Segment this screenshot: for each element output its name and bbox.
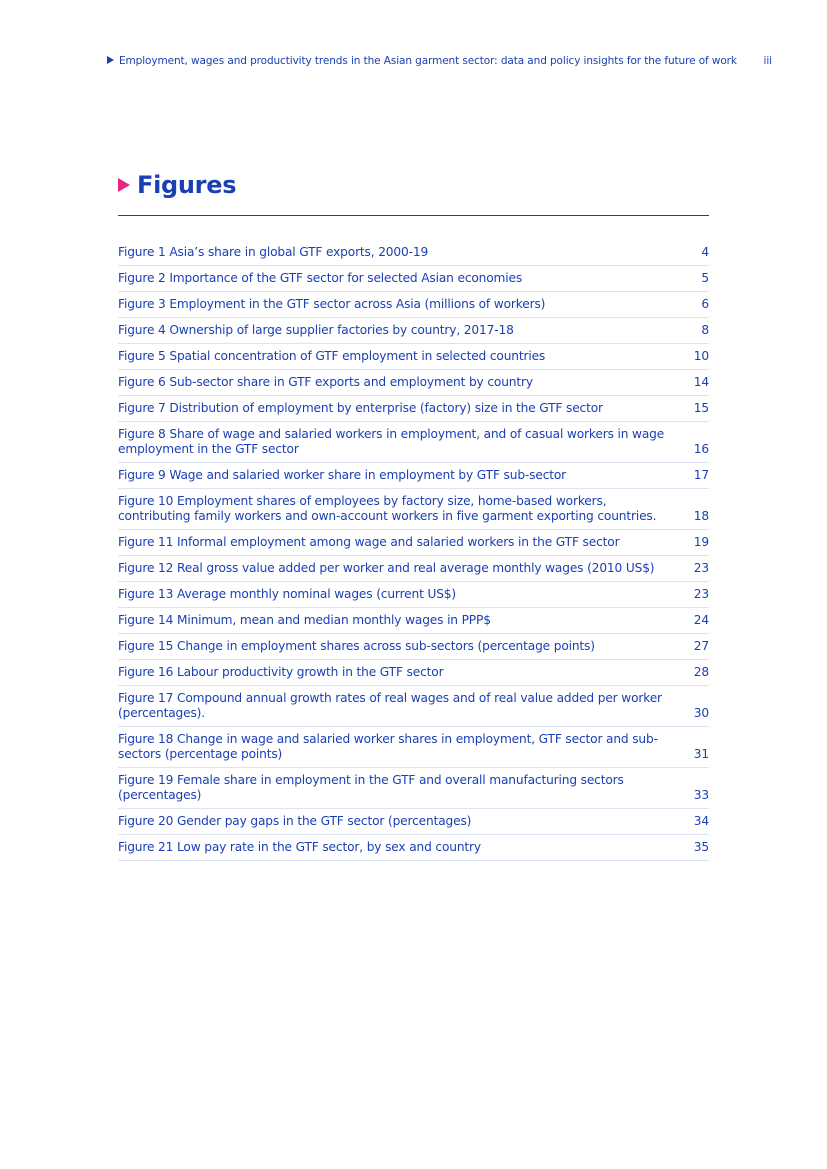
toc-entry[interactable]: [118, 530, 709, 556]
heading-divider: [118, 215, 709, 216]
toc-entry-label[interactable]: Figure 3 Employment in the GTF sector across Asia (millions of workers): [118, 297, 546, 311]
toc-entry-page[interactable]: 8: [701, 323, 709, 337]
toc-entry-label[interactable]: Figure 15 Change in employment shares across sub-sectors (percentage points): [118, 639, 595, 653]
toc-entry-label[interactable]: Figure 9 Wage and salaried worker share in employment by GTF sub-sector: [118, 468, 567, 482]
toc-entry-page[interactable]: 19: [693, 535, 709, 549]
page-number: iii: [763, 55, 772, 67]
toc-entry-page[interactable]: 28: [693, 665, 709, 679]
toc-entry-label[interactable]: Figure 21 Low pay rate in the GTF sector, by sex and country: [118, 840, 481, 854]
toc-entry[interactable]: [118, 768, 709, 809]
toc-entry-page[interactable]: 34: [693, 814, 709, 828]
toc-entry[interactable]: [118, 634, 709, 660]
running-title: Employment, wages and productivity trends in the Asian garment sector: data and policy insights for the future of work: [119, 55, 737, 67]
toc-entry-page[interactable]: 6: [701, 297, 709, 311]
section-title: Figures: [137, 171, 237, 199]
running-header: [107, 55, 772, 67]
toc-entry-page[interactable]: 24: [693, 613, 709, 627]
toc-entry-page[interactable]: 15: [693, 401, 709, 415]
toc-entry-label[interactable]: Figure 1 Asia’s share in global GTF exports, 2000-19: [118, 245, 429, 259]
toc-entry[interactable]: [118, 266, 709, 292]
toc-entry-page[interactable]: 27: [693, 639, 709, 653]
triangle-heading-icon: [118, 178, 130, 192]
toc-entry[interactable]: [118, 370, 709, 396]
toc-entry[interactable]: [118, 809, 709, 835]
toc-entry-label[interactable]: Figure 17 Compound annual growth rates of real wages and of real value added per worker (percentages).: [118, 691, 662, 720]
toc-entry-label[interactable]: Figure 2 Importance of the GTF sector for selected Asian economies: [118, 271, 523, 285]
toc-entry[interactable]: [118, 835, 709, 861]
toc-entry[interactable]: [118, 396, 709, 422]
toc-entry-page[interactable]: 30: [693, 706, 709, 720]
toc-entry-label[interactable]: Figure 11 Informal employment among wage and salaried workers in the GTF sector: [118, 535, 620, 549]
toc-entry[interactable]: [118, 582, 709, 608]
toc-entry-label[interactable]: Figure 20 Gender pay gaps in the GTF sector (percentages): [118, 814, 472, 828]
toc-entry-page[interactable]: 18: [693, 509, 709, 523]
toc-entry-label[interactable]: Figure 4 Ownership of large supplier factories by country, 2017-18: [118, 323, 514, 337]
toc-entry-page[interactable]: 14: [693, 375, 709, 389]
toc-entry-label[interactable]: Figure 16 Labour productivity growth in the GTF sector: [118, 665, 444, 679]
toc-entry-page[interactable]: 5: [701, 271, 709, 285]
toc-entry-page[interactable]: 10: [693, 349, 709, 363]
toc-entry-page[interactable]: 23: [693, 587, 709, 601]
toc-entry-label[interactable]: Figure 8 Share of wage and salaried workers in employment, and of casual workers in wage employment in the GTF sector: [118, 427, 665, 456]
toc-entry-label[interactable]: Figure 12 Real gross value added per worker and real average monthly wages (2010 US$): [118, 561, 655, 575]
toc-entry-label[interactable]: Figure 13 Average monthly nominal wages (current US$): [118, 587, 457, 601]
toc-entry[interactable]: [118, 608, 709, 634]
toc-entry-page[interactable]: 16: [693, 442, 709, 456]
toc-entry-page[interactable]: 33: [693, 788, 709, 802]
toc-entry[interactable]: [118, 489, 709, 530]
triangle-bullet-icon: [107, 56, 114, 64]
toc-entry-label[interactable]: Figure 7 Distribution of employment by enterprise (factory) size in the GTF sector: [118, 401, 603, 415]
toc-entry-page[interactable]: 23: [693, 561, 709, 575]
section-heading: [118, 171, 236, 199]
toc-entry[interactable]: [118, 660, 709, 686]
toc-entry-label[interactable]: Figure 19 Female share in employment in the GTF and overall manufacturing sectors (percentages): [118, 773, 624, 802]
toc-entry-label[interactable]: Figure 5 Spatial concentration of GTF employment in selected countries: [118, 349, 546, 363]
toc-entry-label[interactable]: Figure 6 Sub-sector share in GTF exports and employment by country: [118, 375, 533, 389]
figure-list: [118, 240, 709, 861]
toc-entry[interactable]: [118, 556, 709, 582]
toc-entry-page[interactable]: 4: [701, 245, 709, 259]
toc-entry-page[interactable]: 17: [693, 468, 709, 482]
toc-entry-label[interactable]: Figure 14 Minimum, mean and median monthly wages in PPP$: [118, 613, 491, 627]
toc-entry[interactable]: [118, 422, 709, 463]
toc-entry-label[interactable]: Figure 10 Employment shares of employees by factory size, home-based workers, contributing family workers and own-account workers in five garment exporting countries.: [118, 494, 657, 523]
toc-entry[interactable]: [118, 344, 709, 370]
toc-entry[interactable]: [118, 240, 709, 266]
toc-entry[interactable]: [118, 318, 709, 344]
toc-entry[interactable]: [118, 463, 709, 489]
toc-entry[interactable]: [118, 292, 709, 318]
toc-entry-page[interactable]: 31: [693, 747, 709, 761]
toc-entry-page[interactable]: 35: [693, 840, 709, 854]
toc-entry[interactable]: [118, 686, 709, 727]
toc-entry[interactable]: [118, 727, 709, 768]
toc-entry-label[interactable]: Figure 18 Change in wage and salaried worker shares in employment, GTF sector and sub-sectors (percentage points): [118, 732, 658, 761]
